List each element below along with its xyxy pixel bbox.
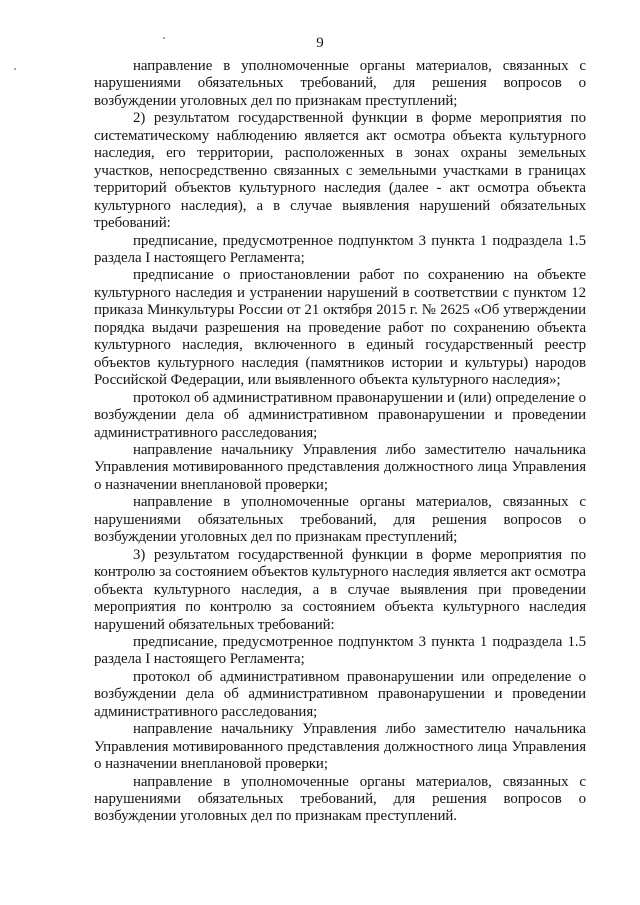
paragraph: протокол об административном правонарушении и (или) определение о возбуждении дела об административном правонарушении и проведении административного расследования;: [94, 389, 586, 441]
paragraph: предписание о приостановлении работ по сохранению на объекте культурного наследия и устранении нарушений в соответствии с пунктом 12 приказа Минкультуры России от 21 октября 2015 г. № 2625 «Об утверждении порядка выдачи разрешения на проведение работ по сохранению объекта культурного наследия, включенного в единый государственный реестр объектов культурного наследия (памятников истории и культуры) народов Российской Федерации, или выявленного объекта культурного наследия»;: [94, 267, 586, 389]
scan-speck: [14, 68, 16, 70]
paragraph: протокол об административном правонарушении или определение о возбуждении дела об административном правонарушении и проведении административного расследования;: [94, 668, 586, 720]
paragraph: направление начальнику Управления либо заместителю начальника Управления мотивированного представления должностного лица Управления о назначении внеплановой проверки;: [94, 721, 586, 773]
paragraph: направление в уполномоченные органы материалов, связанных с нарушениями обязательных требований, для решения вопросов о возбуждении уголовных дел по признакам преступлений;: [94, 58, 586, 109]
paragraph: направление начальнику Управления либо заместителю начальника Управления мотивированного представления должностного лица Управления о назначении внеплановой проверки;: [94, 441, 586, 493]
page-number: 9: [316, 35, 324, 51]
paragraph: направление в уполномоченные органы материалов, связанных с нарушениями обязательных требований, для решения вопросов о возбуждении уголовных дел по признакам преступлений;: [94, 494, 586, 546]
document-body: [94, 58, 586, 826]
paragraph: предписание, предусмотренное подпунктом 3 пункта 1 подраздела 1.5 раздела I настоящего Регламента;: [94, 232, 586, 266]
paragraph: 2) результатом государственной функции в форме мероприятия по систематическому наблюдению является акт осмотра объекта культурного наследия, его территории, расположенных в зонах охраны земельных участков, непосредственно связанных с земельными участками в границах территорий объектов культурного наследия (далее - акт осмотра объекта культурного наследия), а в случае выявления нарушений обязательных требований:: [94, 110, 586, 232]
paragraph: предписание, предусмотренное подпунктом 3 пункта 1 подраздела 1.5 раздела I настоящего Регламента;: [94, 633, 586, 668]
paragraph: 3) результатом государственной функции в форме мероприятия по контролю за состоянием объектов культурного наследия является акт осмотра объекта культурного наследия, а в случае выявления при проведении мероприятия по контролю за состоянием объекта культурного наследия нарушений обязательных требований:: [94, 546, 586, 633]
paragraph: направление в уполномоченные органы материалов, связанных с нарушениями обязательных требований, для решения вопросов о возбуждении уголовных дел по признакам преступлений.: [94, 773, 586, 825]
